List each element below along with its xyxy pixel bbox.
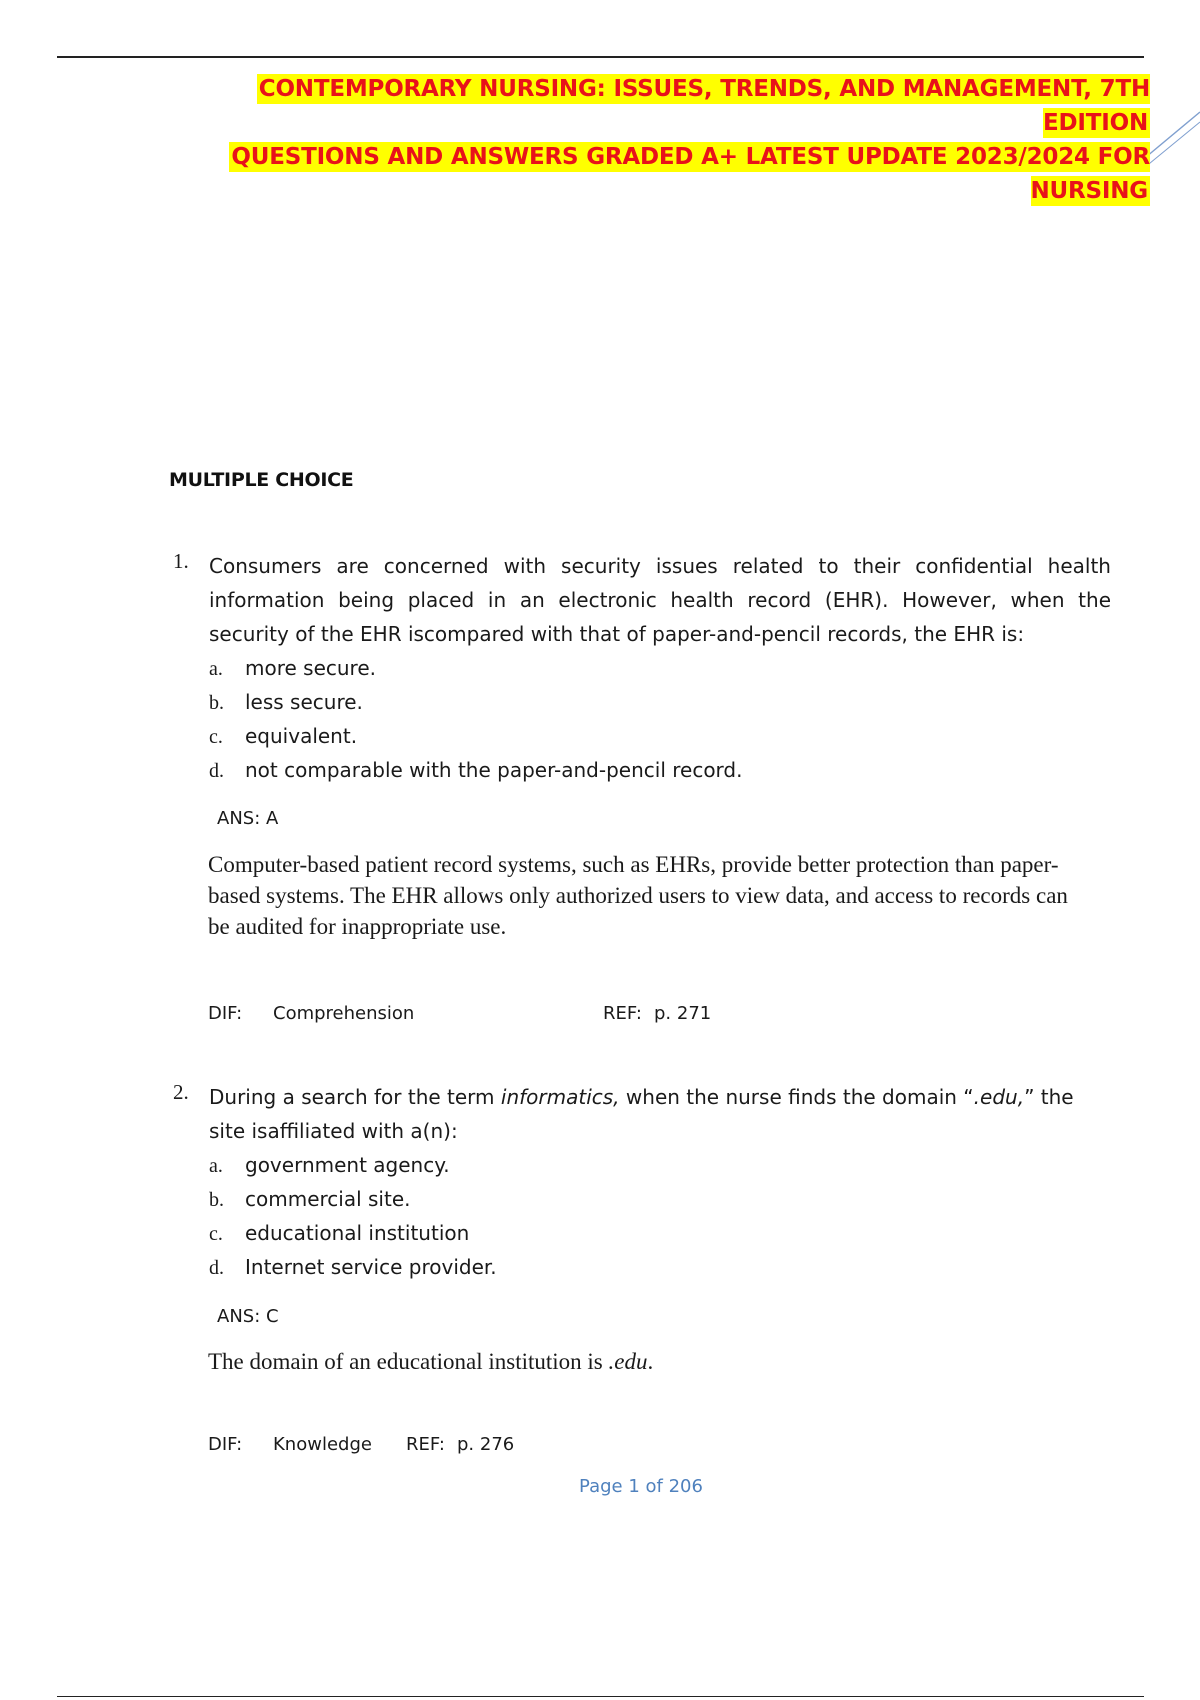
option-text: more secure. <box>245 656 377 680</box>
ref-label: REF: <box>603 1003 642 1024</box>
answer-key-2: ANS: C <box>217 1306 279 1327</box>
option-letter: a. <box>209 1155 223 1177</box>
option-letter: d. <box>209 760 224 782</box>
option-c <box>209 1216 1111 1250</box>
rationale-text-part: . <box>647 1349 654 1374</box>
rationale-text-italic: .edu <box>608 1349 648 1374</box>
section-heading: MULTIPLE CHOICE <box>169 469 354 491</box>
question-number: 2. <box>173 1080 189 1104</box>
answer-key-1: ANS: A <box>217 808 279 829</box>
option-text: educational institution <box>245 1221 470 1245</box>
question-number: 1. <box>173 549 189 573</box>
option-text: less secure. <box>245 690 363 714</box>
option-text: government agency. <box>245 1153 450 1177</box>
title-line-1: CONTEMPORARY NURSING: ISSUES, TRENDS, AND MANAGEMENT, 7TH EDITION <box>258 76 1150 136</box>
question-text-part: During a search for the term <box>209 1085 501 1109</box>
option-a <box>209 651 1111 685</box>
question-text: Consumers are concerned with security issues related to their confidential health information being placed in an electronic health record (EHR). However, when the security of the EHR iscompared with that of paper-and-pencil records, the EHR is: <box>209 554 1111 646</box>
ref-value: p. 271 <box>654 1003 712 1024</box>
ref-value: p. 276 <box>457 1434 515 1455</box>
rationale-2 <box>208 1346 1088 1377</box>
rationale-1: Computer-based patient record systems, such as EHRs, provide better protection than paper-based systems. The EHR allows only authorized users to view data, and access to records can be audited for inappropriate use. <box>208 852 1068 939</box>
ref-label: REF: <box>406 1434 445 1455</box>
page-number-footer: Page 1 of 206 <box>579 1476 703 1497</box>
answer-options <box>209 651 1111 787</box>
question-text-part: when the nurse finds the domain “ <box>619 1085 974 1109</box>
question-1 <box>173 549 1111 807</box>
option-letter: b. <box>209 1189 224 1211</box>
dif-label: DIF: <box>208 1003 243 1024</box>
question-text <box>209 1080 1089 1148</box>
question-text-italic: informatics, <box>500 1085 620 1109</box>
rationale-text-part: The domain of an educational institution is <box>208 1349 609 1374</box>
option-letter: d. <box>209 1257 224 1279</box>
option-b <box>209 685 1111 719</box>
option-a <box>209 1148 1111 1182</box>
dif-value: Knowledge <box>273 1434 372 1455</box>
option-letter: a. <box>209 658 223 680</box>
bottom-horizontal-rule <box>57 1696 1144 1697</box>
question-2 <box>173 1080 1111 1304</box>
option-b <box>209 1182 1111 1216</box>
option-text: equivalent. <box>245 724 358 748</box>
option-c <box>209 719 1111 753</box>
option-letter: b. <box>209 692 224 714</box>
option-letter: c. <box>209 1223 223 1245</box>
answer-options <box>209 1148 1111 1284</box>
dif-label: DIF: <box>208 1434 243 1455</box>
document-title <box>150 72 1150 208</box>
question-text-italic: .edu, <box>973 1085 1025 1109</box>
title-line-2: QUESTIONS AND ANSWERS GRADED A+ LATEST UPDATE 2023/2024 FOR NURSING <box>231 144 1150 204</box>
question-text-part: ” the site isaffiliated with a(n): <box>209 1085 1074 1143</box>
option-text: not comparable with the paper-and-pencil record. <box>245 758 743 782</box>
option-d <box>209 753 1111 787</box>
dif-value: Comprehension <box>273 1003 415 1024</box>
option-letter: c. <box>209 726 223 748</box>
option-text: commercial site. <box>245 1187 411 1211</box>
option-text: Internet service provider. <box>245 1255 497 1279</box>
option-d <box>209 1250 1111 1284</box>
top-horizontal-rule <box>57 56 1144 58</box>
